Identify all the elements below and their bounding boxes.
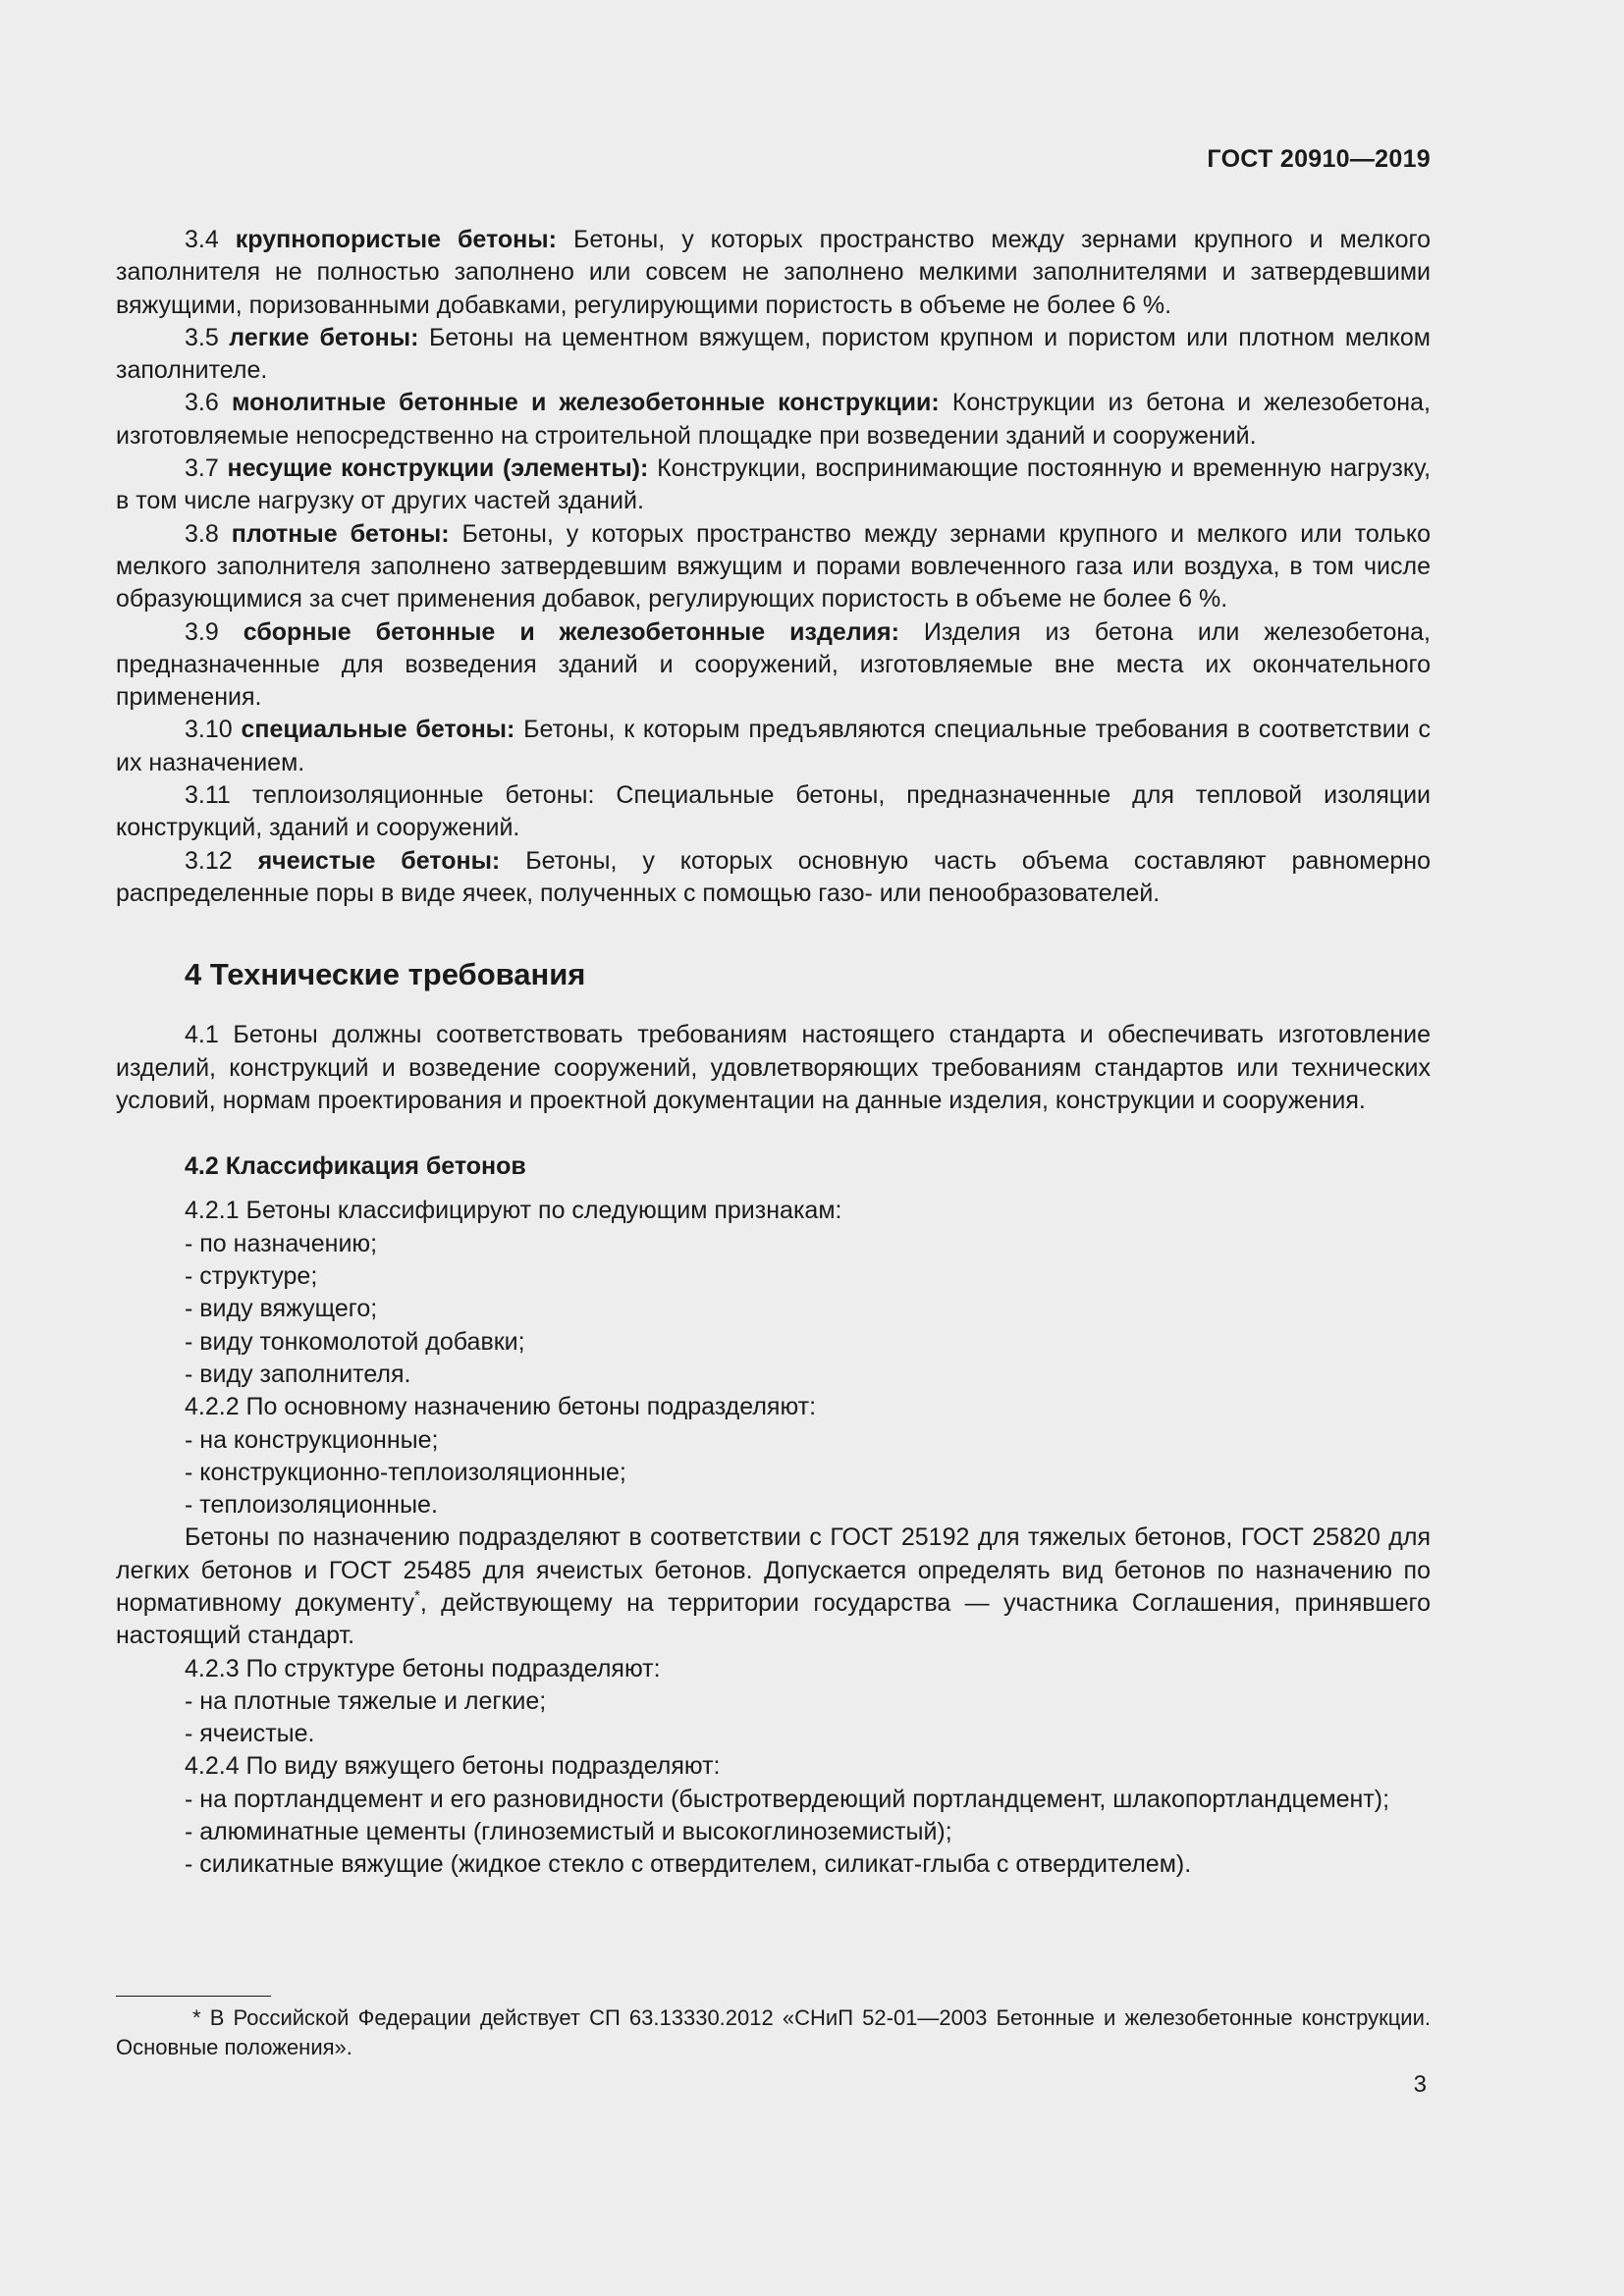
doc-header: ГОСТ 20910—2019 [1207,145,1431,173]
paragraph-4-2-3: 4.2.3 По структуре бетоны подразделяют: [185,1654,661,1682]
list-item: - конструкционно-теплоизоляционные; [185,1458,626,1486]
paragraph-4-2-4: 4.2.4 По виду вяжущего бетоны подразделяют: [185,1752,721,1781]
list-item: - виду вяжущего; [185,1295,378,1323]
term-name: монолитные бетонные и железобетонные конструкции: [231,389,940,417]
footnote-marker: * [413,1586,420,1604]
term-3-7: 3.7 несущие конструкции (элементы): Конструкции, воспринимающие постоянную и временную нагрузку, в том числе нагрузку от других частей зданий. [116,454,1432,515]
subsection-4-2-title: 4.2 Классификация бетонов [185,1152,526,1181]
footnote [116,2003,1431,2062]
document-body [116,224,1431,1882]
list-item: - на плотные тяжелые и легкие; [185,1686,547,1715]
term-3-12: 3.12 ячеистые бетоны: Бетоны, у которых основную часть объема составляют равномерно распределенные поры в виде ячеек, полученных с помощью газо- или пенообразователей. [116,846,1431,907]
term-3-9: 3.9 сборные бетонные и железобетонные изделия: Изделия из бетона или железобетона, предназначенные для возведения зданий и сооружений, изготовляемые вне места их окончательного применения. [116,617,1431,712]
term-name: плотные бетоны: [231,519,450,548]
term-name: крупнопористые бетоны: [235,226,557,253]
term-3-8: 3.8 плотные бетоны: Бетоны, у которых пространство между зернами крупного и мелкого или только мелкого заполнителя заполнено затвердевшим вяжущим и порами вовлеченного газа или воздуха, в том числе образующимися за счет применения добавок, регулирующих пористость в объеме не более 6 %. [116,519,1431,614]
section-4-title: 4 Технические требования [185,957,586,992]
paragraph-4-2-2-note: Бетоны по назначению подразделяют в соответствии с ГОСТ 25192 для тяжелых бетонов, ГОСТ 25820 для легких бетонов и ГОСТ 25485 для ячеистых бетонов. Допускается определять вид бетонов по назначению по нормативному документу*, действующему на территории государства — участника Соглашения, принявшего настоящий стандарт. [116,1523,1431,1650]
footnote-divider [116,1996,271,1997]
list-item: - виду тонкомолотой добавки; [185,1327,525,1356]
footnote-text: * В Российской Федерации действует СП 63.13330.2012 «СНиП 52-01—2003 Бетонные и железобетонные конструкции. Основные положения». [116,2005,1431,2059]
term-3-10: 3.10 специальные бетоны: Бетоны, к которым предъявляются специальные требования в соответствии с их назначением. [116,716,1431,776]
list-item: - ячеистые. [185,1720,315,1748]
term-name: сборные бетонные и железобетонные изделия: [243,617,899,646]
term-name: легкие бетоны: [229,323,419,351]
paragraph-4-1: 4.1 Бетоны должны соответствовать требованиям настоящего стандарта и обеспечивать изготовление изделий, конструкций и возведение сооружений, удовлетворяющих требованиям стандартов или технических условий, нормам проектирования и проектной документации на данные изделия, конструкции и сооружения. [116,1021,1431,1114]
list-item: - по назначению; [185,1229,378,1257]
term-name: несущие конструкции (элементы): [227,454,649,483]
term-name: специальные бетоны: [241,716,515,744]
term-3-6: 3.6 монолитные бетонные и железобетонные конструкции: Конструкции из бетона и железобетона, изготовляемые непосредственно на строительной площадке при возведении зданий и сооружений. [116,389,1431,450]
list-item: - теплоизоляционные. [185,1491,438,1520]
list-item: - алюминатные цементы (глиноземистый и высокоглиноземистый); [185,1818,952,1846]
term-name: ячеистые бетоны: [257,846,501,875]
term-3-11: 3.11 теплоизоляционные бетоны: Специальные бетоны, предназначенные для тепловой изоляции конструкций, зданий и сооружений. [116,781,1431,842]
paragraph-4-2-2: 4.2.2 По основному назначению бетоны подразделяют: [185,1393,817,1421]
list-item: - силикатные вяжущие (жидкое стекло с отвердителем, силикат-глыба с отвердителем). [185,1850,1192,1879]
page-number: 3 [1413,2071,1427,2098]
term-3-5: 3.5 легкие бетоны: Бетоны на цементном вяжущем, пористом крупном и пористом или плотном мелком заполнителе. [116,323,1431,385]
list-item: - виду заполнителя. [185,1360,411,1388]
list-item: - на портландцемент и его разновидности (быстротвердеющий портландцемент, шлакопортландцемент); [185,1785,1390,1813]
paragraph-4-2-1: 4.2.1 Бетоны классифицируют по следующим признакам: [185,1197,842,1225]
list-item: - структуре; [185,1262,318,1291]
list-item: - на конструкционные; [185,1425,439,1454]
term-3-4: 3.4 крупнопористые бетоны: Бетоны, у которых пространство между зернами крупного и мелкого заполнителя не полностью заполнено или совсем не заполнено мелкими заполнителями и затвердевшими вяжущими, поризованными добавками, регулирующими пористость в объеме не более 6 %. [116,226,1431,319]
